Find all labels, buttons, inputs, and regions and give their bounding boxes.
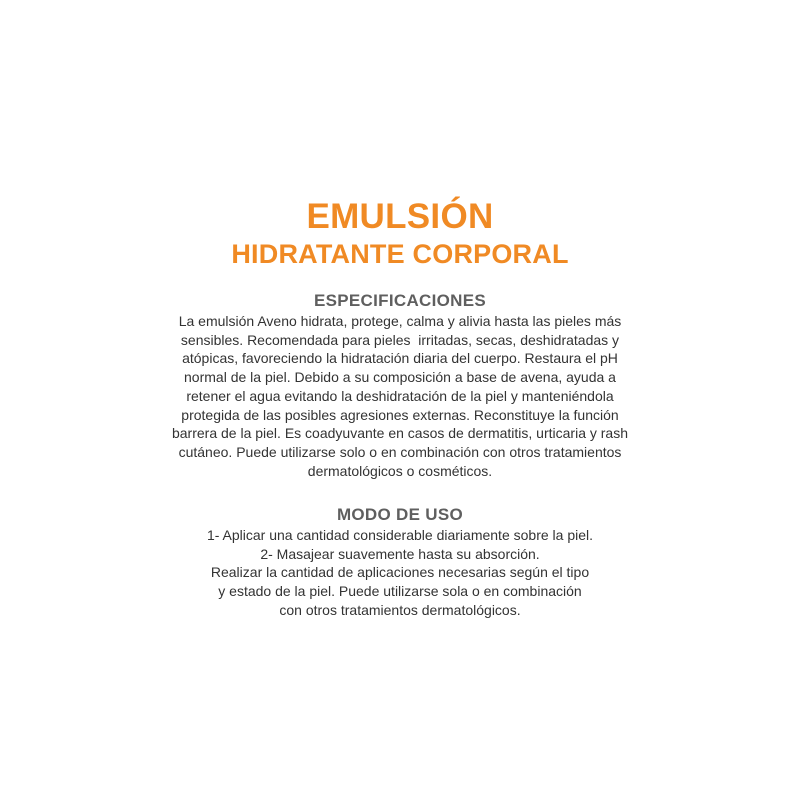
usage-line: 2- Masajear suavemente hasta su absorción. — [260, 545, 540, 562]
usage-heading: MODO DE USO — [336, 505, 464, 524]
product-title: EMULSIÓN — [306, 197, 494, 236]
specifications-line: dermatológicos o cosméticos. — [307, 462, 493, 479]
product-subtitle: HIDRATANTE CORPORAL — [231, 239, 569, 269]
specifications-line: atópicas, favoreciendo la hidratación diaria del cuerpo. Restaura el pH — [182, 350, 618, 367]
usage-line: con otros tratamientos dermatológicos. — [279, 601, 521, 618]
specifications-line: cutáneo. Puede utilizarse solo o en combinación con otros tratamientos — [178, 443, 622, 460]
specifications-line: sensibles. Recomendada para pieles irritadas, secas, deshidratadas y — [180, 331, 620, 348]
product-title-block — [0, 196, 800, 270]
specifications-line: La emulsión Aveno hidrata, protege, calma y alivia hasta las pieles más — [178, 313, 622, 329]
specifications-line: retener el agua evitando la deshidratación de la piel y manteniéndola — [186, 387, 614, 404]
usage-line: 1- Aplicar una cantidad considerable diariamente sobre la piel. — [206, 527, 593, 543]
usage-section — [0, 504, 800, 620]
usage-line: y estado de la piel. Puede utilizarse sola o en combinación — [218, 583, 582, 600]
specifications-section — [0, 290, 800, 480]
specifications-heading: ESPECIFICACIONES — [314, 291, 486, 310]
specifications-line: protegida de las posibles agresiones externas. Reconstituye la función — [181, 406, 619, 423]
specifications-line: normal de la piel. Debido a su composición a base de avena, ayuda a — [184, 369, 616, 386]
specifications-line: barrera de la piel. Es coadyuvante en casos de dermatitis, urticaria y rash — [171, 425, 628, 442]
usage-line: Realizar la cantidad de aplicaciones necesarias según el tipo — [210, 564, 590, 581]
